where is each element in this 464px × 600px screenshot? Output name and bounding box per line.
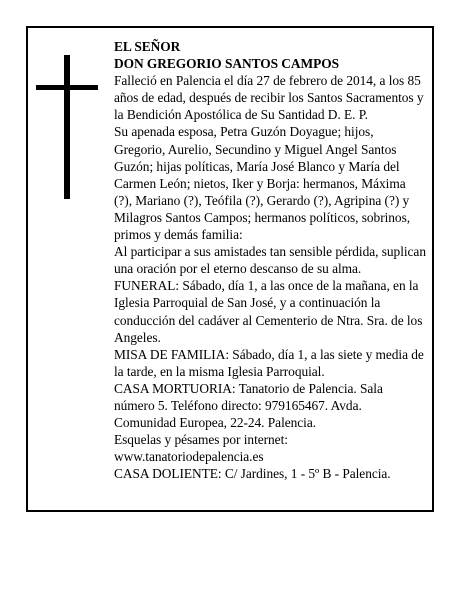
condolences-label: Esquelas y pésames por internet: [114,432,288,448]
mourning-house-info: CASA DOLIENTE: C/ Jardines, 1 - 5º B - Palencia. [114,466,391,482]
family-list: Su apenada esposa, Petra Guzón Doyague; hijos, Gregorio, Aurelio, Secundino y Miguel Angel Santos Guzón; hijas políticas, María José Blanco y María del Carmen León; nietos, Iker y Borja: hermanos, Máxima (?), Mariano (?), Teófila (?), Gerardo (?), Agripina (?) y Milagros Santos Campos; hermanos políticos, sobrinos, primos y demás familia: [114,124,411,243]
condolences-url: www.tanatoriodepalencia.es [114,449,264,465]
obituary-text [114,38,426,482]
prayer-request: Al participar a sus amistades tan sensible pérdida, suplican una oración por el eterno descanso de su alma. [114,244,426,277]
family-mass-info: MISA DE FAMILIA: Sábado, día 1, a las siete y media de la tarde, en la misma Iglesia Parroquial. [114,346,424,379]
cross-vertical-bar [64,55,70,199]
funeral-info: FUNERAL: Sábado, día 1, a las once de la mañana, en la Iglesia Parroquial de San José, y a continuación la conducción del cadáver al Cementerio de Ntra. Sra. de los Angeles. [114,278,423,345]
mortuary-info: CASA MORTUORIA: Tanatorio de Palencia. Sala número 5. Teléfono directo: 979165467. Avda. Comunidad Europea, 22-24. Palencia. [114,380,383,431]
obituary-deceased-name: DON GREGORIO SANTOS CAMPOS [114,56,340,72]
obituary-title-line1: EL SEÑOR [114,39,181,54]
cross-horizontal-bar [36,85,98,90]
death-announcement: Falleció en Palencia el día 27 de febrero de 2014, a los 85 años de edad, después de recibir los Santos Sacramentos y la Bendición Apostólica de Su Santidad D. E. P. [114,73,424,123]
